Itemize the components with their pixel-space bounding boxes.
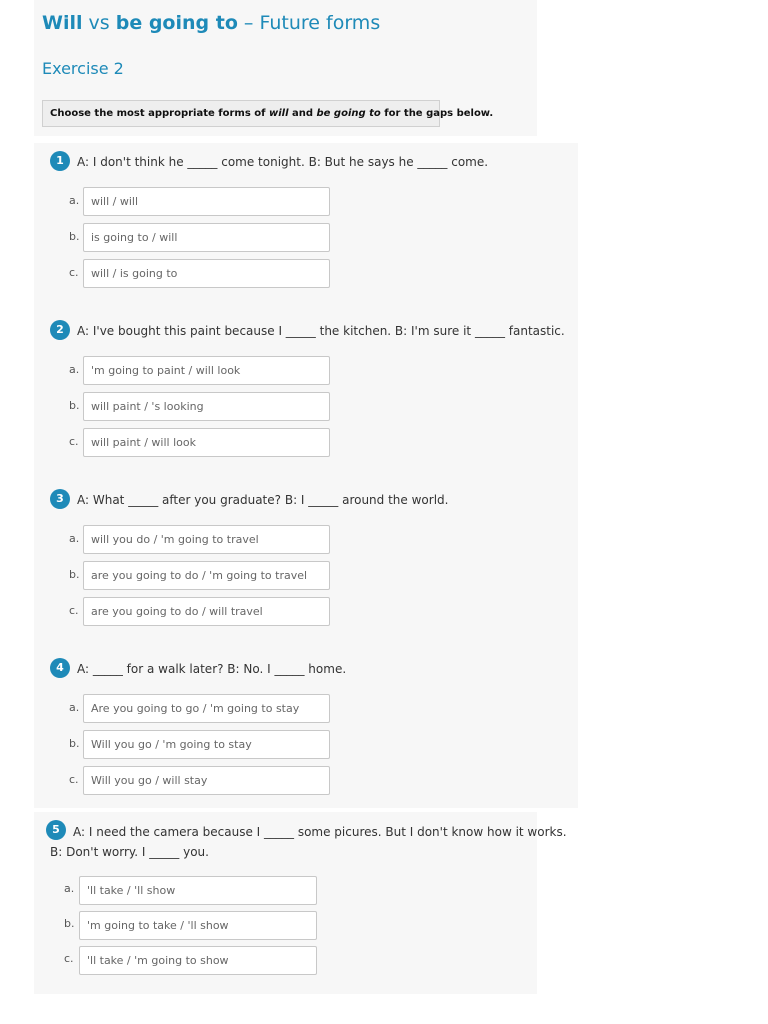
option-letter: c. — [69, 435, 79, 448]
question-number-badge: 2 — [50, 320, 70, 340]
answer-option[interactable]: are you going to do / 'm going to travel — [83, 561, 330, 590]
question-text: A: _____ for a walk later? B: No. I _____ home. — [77, 662, 347, 676]
title-will: Will — [42, 12, 83, 34]
question-text: A: I need the camera because I _____ some picures. But I don't know how it works. — [73, 825, 567, 839]
option-letter: a. — [64, 882, 75, 895]
option-letter: b. — [64, 917, 75, 930]
question-number-badge: 3 — [50, 489, 70, 509]
option-letter: a. — [69, 701, 80, 714]
option-letter: a. — [69, 363, 80, 376]
exercise-heading: Exercise 2 — [42, 59, 124, 78]
question-number-badge: 4 — [50, 658, 70, 678]
option-letter: b. — [69, 230, 80, 243]
option-letter: b. — [69, 399, 80, 412]
question-number-badge: 1 — [50, 151, 70, 171]
answer-option[interactable]: will / is going to — [83, 259, 330, 288]
question-number-badge: 5 — [46, 820, 66, 840]
question-text-line2: B: Don't worry. I _____ you. — [50, 845, 209, 859]
option-letter: c. — [69, 266, 79, 279]
question-text: A: I've bought this paint because I _____ the kitchen. B: I'm sure it _____ fantastic. — [77, 324, 565, 338]
instructions: Choose the most appropriate forms of will and be going to for the gaps below. — [42, 100, 440, 127]
option-letter: b. — [69, 568, 80, 581]
option-letter: c. — [69, 773, 79, 786]
title-vs: vs — [82, 12, 116, 34]
answer-option[interactable]: 'm going to paint / will look — [83, 356, 330, 385]
option-letter: a. — [69, 194, 80, 207]
answer-option[interactable]: will paint / 's looking — [83, 392, 330, 421]
option-letter: c. — [69, 604, 79, 617]
title-future-forms: – Future forms — [237, 12, 381, 34]
option-letter: a. — [69, 532, 80, 545]
question-text: A: I don't think he _____ come tonight. B: But he says he _____ come. — [77, 155, 489, 169]
answer-option[interactable]: Will you go / 'm going to stay — [83, 730, 330, 759]
option-letter: c. — [64, 952, 74, 965]
answer-option[interactable]: will paint / will look — [83, 428, 330, 457]
answer-option[interactable]: will you do / 'm going to travel — [83, 525, 330, 554]
answer-option[interactable]: is going to / will — [83, 223, 330, 252]
answer-option[interactable]: 'm going to take / 'll show — [79, 911, 317, 940]
answer-option[interactable]: are you going to do / will travel — [83, 597, 330, 626]
answer-option[interactable]: will / will — [83, 187, 330, 216]
option-letter: b. — [69, 737, 80, 750]
page-title — [42, 12, 380, 34]
answer-option[interactable]: Are you going to go / 'm going to stay — [83, 694, 330, 723]
question-text: A: What _____ after you graduate? B: I _____ around the world. — [77, 493, 449, 507]
title-be-going-to: be going to — [115, 12, 238, 34]
answer-option[interactable]: 'll take / 'll show — [79, 876, 317, 905]
answer-option[interactable]: Will you go / will stay — [83, 766, 330, 795]
answer-option[interactable]: 'll take / 'm going to show — [79, 946, 317, 975]
